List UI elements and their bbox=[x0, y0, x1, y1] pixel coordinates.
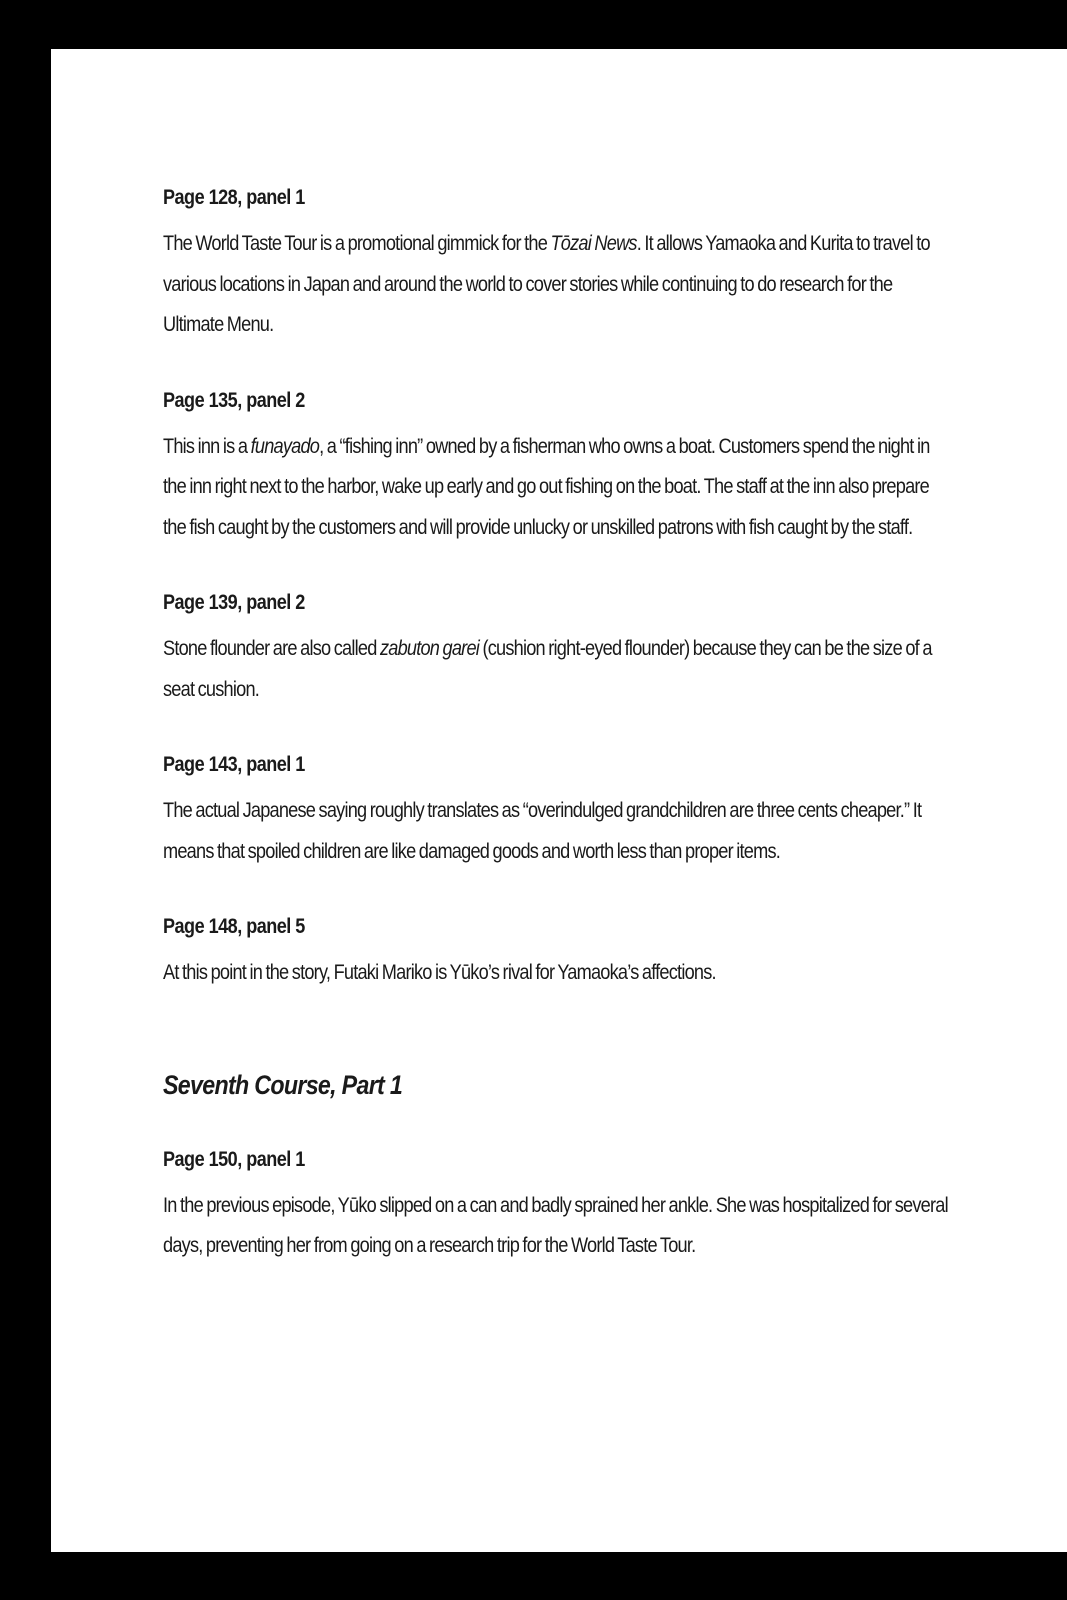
note-text-italic: zabuton garei bbox=[379, 637, 480, 660]
note-title: Page 148, panel 5 bbox=[163, 915, 305, 938]
note-text-italic: funayado bbox=[250, 434, 320, 458]
note-body bbox=[163, 1186, 953, 1267]
note-text: , a “fishing inn” owned by a fisherman who owns a boat. Customers spend the night in the inn right next to the harbor, wake up early and go out fishing on the boat. The staff at the inn also prepare the fish caught by the customers and will provide unlucky or unskilled patrons with fish caught by the staff. bbox=[163, 434, 930, 539]
note-page-150 bbox=[163, 1146, 953, 1267]
note-body bbox=[163, 953, 953, 994]
translation-notes bbox=[163, 184, 953, 1308]
note-text: The actual Japanese saying roughly translates as “overindulged grandchildren are three cents cheaper.” It means that spoiled children are like damaged goods and worth less than proper items. bbox=[163, 799, 922, 863]
note-title: Page 139, panel 2 bbox=[163, 591, 305, 614]
note-text: At this point in the story, Futaki Mariko is Yūko’s rival for Yamaoka’s affections. bbox=[163, 961, 716, 984]
note-body bbox=[163, 629, 953, 710]
note-body bbox=[163, 791, 953, 872]
note-text: In the previous episode, Yūko slipped on a can and badly sprained her ankle. She was hospitalized for several days, preventing her from going on a research trip for the World Taste Tour. bbox=[163, 1193, 948, 1257]
note-body bbox=[163, 427, 953, 549]
book-page bbox=[51, 49, 1067, 1552]
note-text: . It allows Yamaoka and Kurita to travel to various locations in Japan and around the world to cover stories while continuing to do research for the Ultimate Menu. bbox=[163, 232, 930, 336]
note-text: This inn is a bbox=[163, 434, 251, 458]
note-title: Page 128, panel 1 bbox=[163, 186, 305, 209]
note-page-128 bbox=[163, 184, 953, 346]
note-page-148 bbox=[163, 913, 953, 994]
note-title: Page 143, panel 1 bbox=[163, 753, 305, 776]
note-title: Page 135, panel 2 bbox=[163, 388, 305, 412]
note-page-143 bbox=[163, 751, 953, 872]
note-page-139 bbox=[163, 589, 953, 710]
section-heading: Seventh Course, Part 1 bbox=[163, 1069, 403, 1100]
note-body bbox=[163, 224, 953, 346]
note-page-135 bbox=[163, 387, 953, 549]
note-text: The World Taste Tour is a promotional gimmick for the bbox=[163, 232, 551, 255]
note-title: Page 150, panel 1 bbox=[163, 1147, 305, 1171]
note-text: (cushion right-eyed flounder) because they can be the size of a seat cushion. bbox=[163, 637, 932, 701]
note-text-italic: Tōzai News bbox=[550, 232, 637, 255]
note-text: Stone flounder are also called bbox=[163, 637, 380, 660]
